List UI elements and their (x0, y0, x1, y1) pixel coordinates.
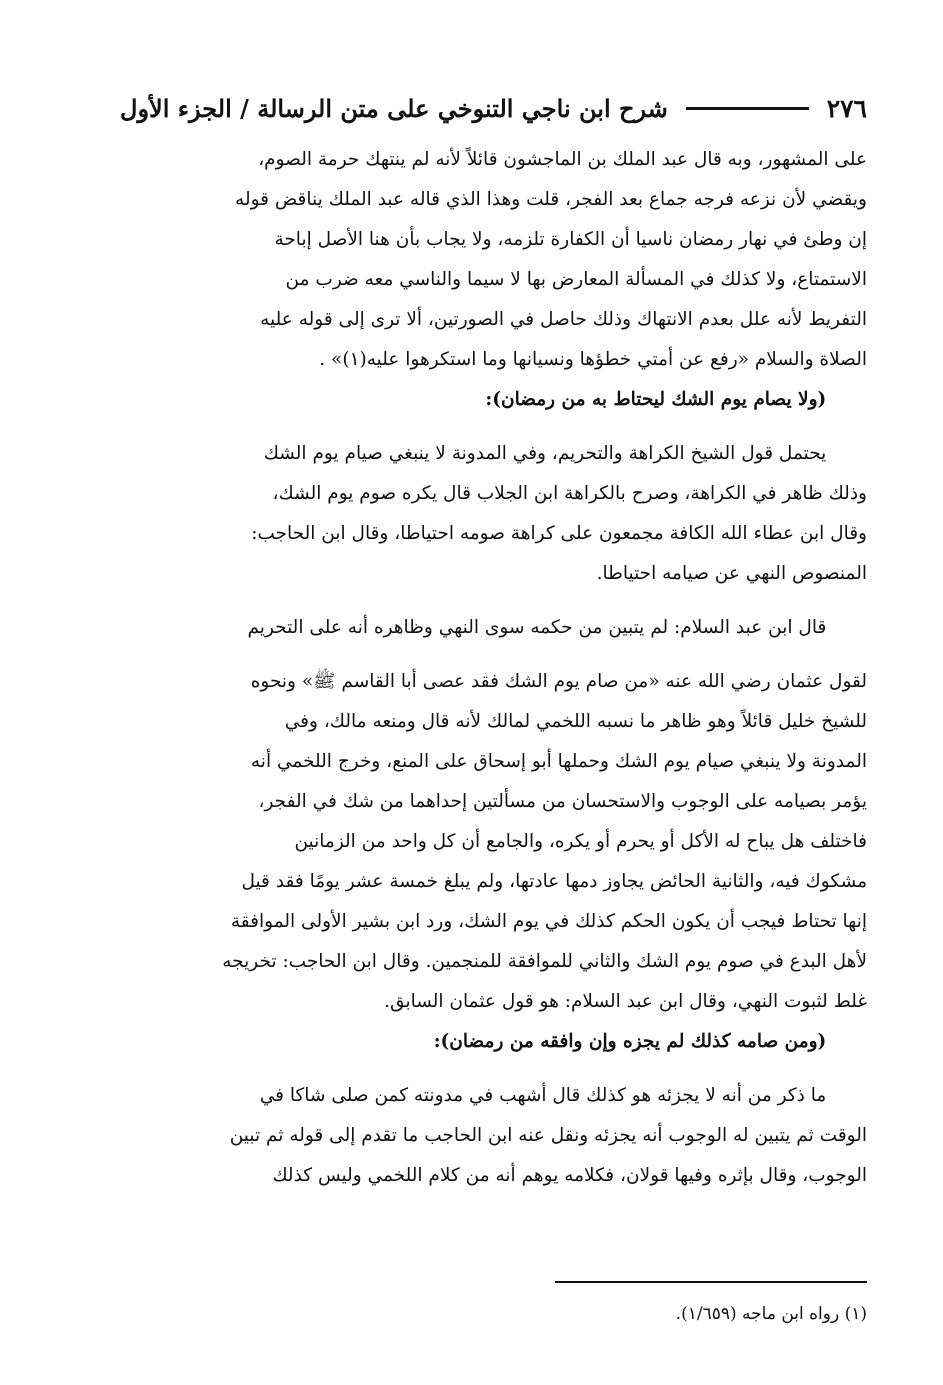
spacer (120, 1062, 867, 1076)
body-line: الوجوب، وقال بإثره وفيها قولان، فكلامه يوهم أنه من كلام اللخمي وليس كذلك (272, 1165, 867, 1186)
header-rule (686, 107, 809, 110)
body-line: للشيخ خليل قائلاً وهو ظاهر ما نسبه اللخمي لمالك لأنه قال ومنعه مالك، وفي (284, 711, 867, 732)
running-title: شرح ابن ناجي التنوخي على متن الرسالة / الجزء الأول (120, 93, 668, 123)
body-line: الصلاة والسلام «رفع عن أمتي خطؤها ونسيانها وما استكرهوا عليه(١)» . (319, 349, 867, 370)
page-body (120, 140, 867, 1196)
body-line: فاختلف هل يباح له الأكل أو يحرم أو يكره، والجامع أن كل واحد من الزمانين (294, 831, 867, 852)
section-heading: (ولا يصام يوم الشك ليحتاط به من رمضان): (485, 389, 827, 410)
body-line: على المشهور، وبه قال عبد الملك بن الماجشون قائلاً لأنه لم ينتهك حرمة الصوم، (258, 149, 867, 170)
body-line: يحتمل قول الشيخ الكراهة والتحريم، وفي المدونة لا ينبغي صيام يوم الشك (263, 443, 827, 464)
body-line: لأهل البدع في صوم يوم الشك والثاني للموافقة للمنجمين. وقال ابن الحاجب: تخريجه (222, 951, 867, 972)
footnote-rule (555, 1281, 867, 1283)
body-line: غلط لثبوت النهي، وقال ابن عبد السلام: هو قول عثمان السابق. (384, 991, 867, 1012)
body-line: ما ذكر من أنه لا يجزئه هو كذلك قال أشهب في مدونته كمن صلى شاكا في (259, 1085, 827, 1106)
body-line: المدونة ولا ينبغي صيام يوم الشك وحملها أبو إسحاق على المنع، وخرج اللخمي أنه (250, 751, 867, 772)
body-line: الاستمتاع، ولا كذلك في المسألة المعارض بها لا سيما والناسي معه ضرب من (285, 269, 867, 290)
page-number: ٢٧٦ (826, 93, 867, 123)
body-line: الوقت ثم يتبين له الوجوب أنه يجزئه ونقل عنه ابن الحاجب ما تقدم إلى قوله ثم تبين (229, 1125, 867, 1146)
page-header (120, 88, 867, 128)
body-line: إنها تحتاط فيجب أن يكون الحكم كذلك في يوم الشك، ورد ابن بشير الأولى الموافقة (230, 911, 867, 932)
body-line: لقول عثمان رضي الله عنه «من صام يوم الشك فقد عصى أبا القاسم ﷺ» ونحوه (250, 671, 867, 692)
spacer (120, 594, 867, 608)
section-heading: (ومن صامه كذلك لم يجزه وإن وافقه من رمضان): (433, 1031, 827, 1052)
spacer (120, 420, 867, 434)
body-line: وذلك ظاهر في الكراهة، وصرح بالكراهة ابن الجلاب قال يكره صوم يوم الشك، (272, 483, 867, 504)
body-line: المنصوص النهي عن صيامه احتياطا. (596, 563, 867, 584)
body-line: التفريط لأنه علل بعدم الانتهاك وذلك حاصل في الصورتين، ألا ترى إلى قوله عليه (260, 309, 867, 330)
footnote: (١) رواه ابن ماجه (١/٦٥٩). (675, 1304, 867, 1324)
body-line: إن وطئ في نهار رمضان ناسيا أن الكفارة تلزمه، ولا يجاب بأن هنا الأصل إباحة (274, 229, 867, 250)
body-line: مشكوك فيه، والثانية الحائض يجاوز دمها عادتها، ولم يبلغ خمسة عشر يومًا فقد قيل (241, 871, 867, 892)
body-line: وقال ابن عطاء الله الكافة مجمعون على كراهة صومه احتياطا، وقال ابن الحاجب: (251, 523, 867, 544)
spacer (120, 648, 867, 662)
body-line: قال ابن عبد السلام: لم يتبين من حكمه سوى النهي وظاهره أنه على التحريم (247, 617, 827, 638)
body-line: يؤمر بصيامه على الوجوب والاستحسان من مسألتين إحداهما من شك في الفجر، (258, 791, 867, 812)
body-line: ويقضي لأن نزعه فرجه جماع بعد الفجر، قلت وهذا الذي قاله عبد الملك يناقض قوله (235, 189, 867, 210)
